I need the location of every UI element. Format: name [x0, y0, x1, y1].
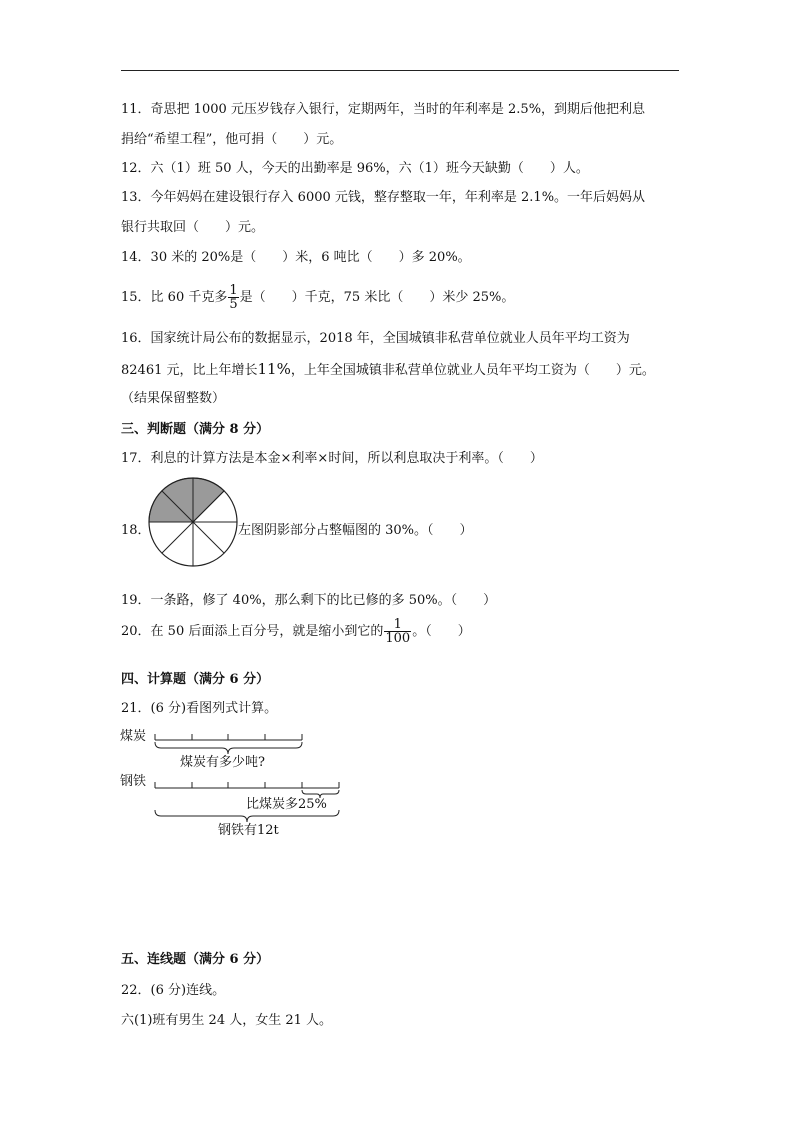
pie-slice-1	[193, 478, 224, 522]
q15-post: 是（ ）千克，75 米比（ ）米少 25%。	[239, 290, 515, 305]
section5-heading: 五、连线题（满分 6 分）	[121, 952, 270, 967]
q20-den: 100	[385, 631, 411, 646]
q13-line1: 13．今年妈妈在建设银行存入 6000 元钱，整存整取一年，年利率是 2.1%。一年后妈妈从	[121, 190, 646, 205]
q20-post: 。（ ）	[412, 624, 471, 639]
q16-line2-pre: 82461 元，比上年增长	[121, 363, 258, 378]
q20-num: 1	[384, 618, 411, 632]
steel-total: 钢铁有12t	[218, 823, 279, 838]
coal-brace	[155, 742, 302, 754]
q18-number: 18．	[121, 523, 151, 538]
q22: 22．(6 分)连线。	[121, 983, 226, 998]
coal-question: 煤炭有多少吨?	[180, 755, 265, 770]
q15-den: 5	[229, 297, 238, 312]
q15-num: 1	[229, 283, 238, 298]
pie-chart	[147, 476, 239, 568]
q16-line1: 16．国家统计局公布的数据显示，2018 年，全国城镇非私营单位就业人员年平均工资为	[121, 331, 630, 346]
q15	[121, 284, 514, 311]
coal-ticks	[155, 734, 302, 740]
q16-line3: （结果保留整数）	[121, 391, 226, 406]
q18-text: 左图阴影部分占整幅图的 30%。（ ）	[238, 523, 473, 538]
bar-diagram	[118, 724, 358, 840]
coal-label: 煤炭	[120, 729, 147, 744]
steel-label: 钢铁	[120, 774, 147, 789]
q12: 12．六（1）班 50 人，今天的出勤率是 96%，六（1）班今天缺勤（ ）人。	[121, 161, 589, 176]
q15-pre: 15．比 60 千克多	[121, 290, 228, 305]
section3-heading: 三、判断题（满分 8 分）	[121, 422, 270, 437]
q16-line2-post: ，上年全国城镇非私营单位就业人员年平均工资为（ ）元。	[290, 363, 655, 378]
more-label: 比煤炭多25%	[246, 797, 327, 812]
q15-fraction	[228, 284, 238, 311]
q13-line2: 银行共取回（ ）元。	[121, 220, 265, 235]
q11-line1: 11．奇思把 1000 元压岁钱存入银行，定期两年，当时的年利率是 2.5%，到期后他把利息	[121, 102, 646, 117]
q16-pct: 11%	[257, 360, 291, 378]
q14: 14．30 米的 20%是（ ）米，6 吨比（ ）多 20%。	[121, 250, 471, 265]
q17: 17．利息的计算方法是本金×利率×时间，所以利息取决于利率。（ ）	[121, 451, 543, 466]
q19: 19．一条路，修了 40%，那么剩下的比已修的多 50%。（ ）	[121, 593, 497, 608]
q11-line2: 捐给“希望工程”，他可捐（ ）元。	[121, 132, 343, 147]
q16-line2	[121, 360, 655, 380]
q21: 21．(6 分)看图列式计算。	[121, 701, 278, 716]
q20-fraction	[384, 618, 411, 645]
q20	[121, 618, 471, 645]
q20-pre: 20．在 50 后面添上百分号，就是缩小到它的	[121, 624, 384, 639]
header-rule	[121, 70, 679, 71]
steel-ticks	[155, 782, 339, 788]
section4-heading: 四、计算题（满分 6 分）	[121, 672, 270, 687]
q22-text: 六(1)班有男生 24 人，女生 21 人。	[121, 1013, 333, 1028]
